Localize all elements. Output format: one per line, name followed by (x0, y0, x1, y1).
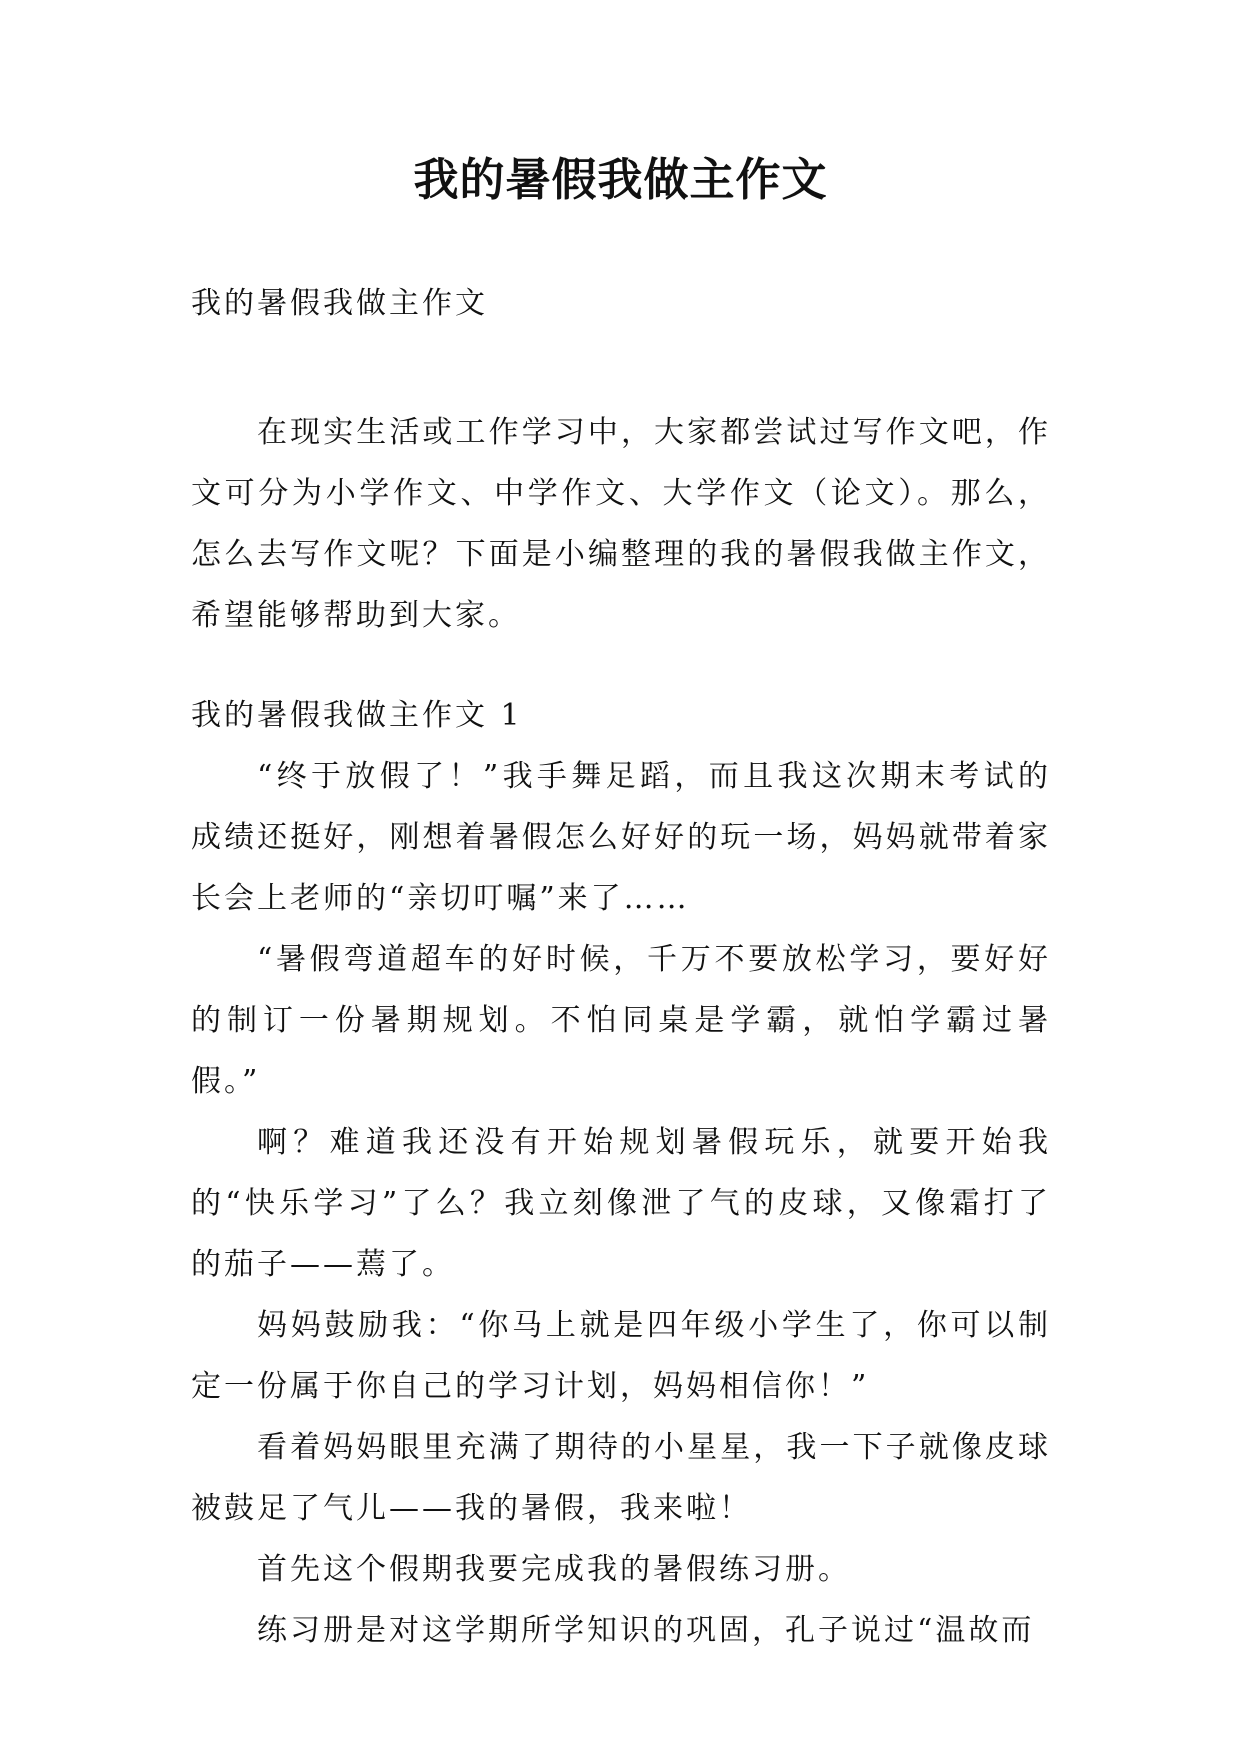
document-subtitle: 我的暑假我做主作文 (191, 286, 488, 321)
essay-paragraph: “暑假弯道超车的好时候，千万不要放松学习，要好好的制订一份暑期规划。不怕同桌是学霸，就怕学霸过暑假。” (191, 942, 1051, 1099)
document-title: 我的暑假我做主作文 (413, 153, 828, 206)
intro-paragraph: 在现实生活或工作学习中，大家都尝试过写作文吧，作文可分为小学作文、中学作文、大学作文（论文）。那么，怎么去写作文呢？下面是小编整理的我的暑假我做主作文，希望能够帮助到大家。 (191, 415, 1051, 633)
essay-paragraph: 看着妈妈眼里充满了期待的小星星，我一下子就像皮球被鼓足了气儿——我的暑假，我来啦！ (191, 1430, 1051, 1526)
essay-paragraph: 首先这个假期我要完成我的暑假练习册。 (257, 1552, 851, 1587)
essay-paragraph: 啊？难道我还没有开始规划暑假玩乐，就要开始我的“快乐学习”了么？我立刻像泄了气的皮球，又像霜打了的茄子——蔫了。 (191, 1125, 1051, 1282)
intro-block (191, 402, 1051, 646)
essay-heading: 我的暑假我做主作文 1 (191, 698, 523, 733)
essay-paragraph: 练习册是对这学期所学知识的巩固，孔子说过“温故而 (257, 1613, 1035, 1648)
essay-paragraph: “终于放假了！”我手舞足蹈，而且我这次期末考试的成绩还挺好，刚想着暑假怎么好好的玩一场，妈妈就带着家长会上老师的“亲切叮嘱”来了…… (191, 759, 1051, 916)
essay-paragraph: 妈妈鼓励我：“你马上就是四年级小学生了，你可以制定一份属于你自己的学习计划，妈妈相信你！” (191, 1308, 1051, 1404)
essay-body (191, 746, 1051, 1661)
